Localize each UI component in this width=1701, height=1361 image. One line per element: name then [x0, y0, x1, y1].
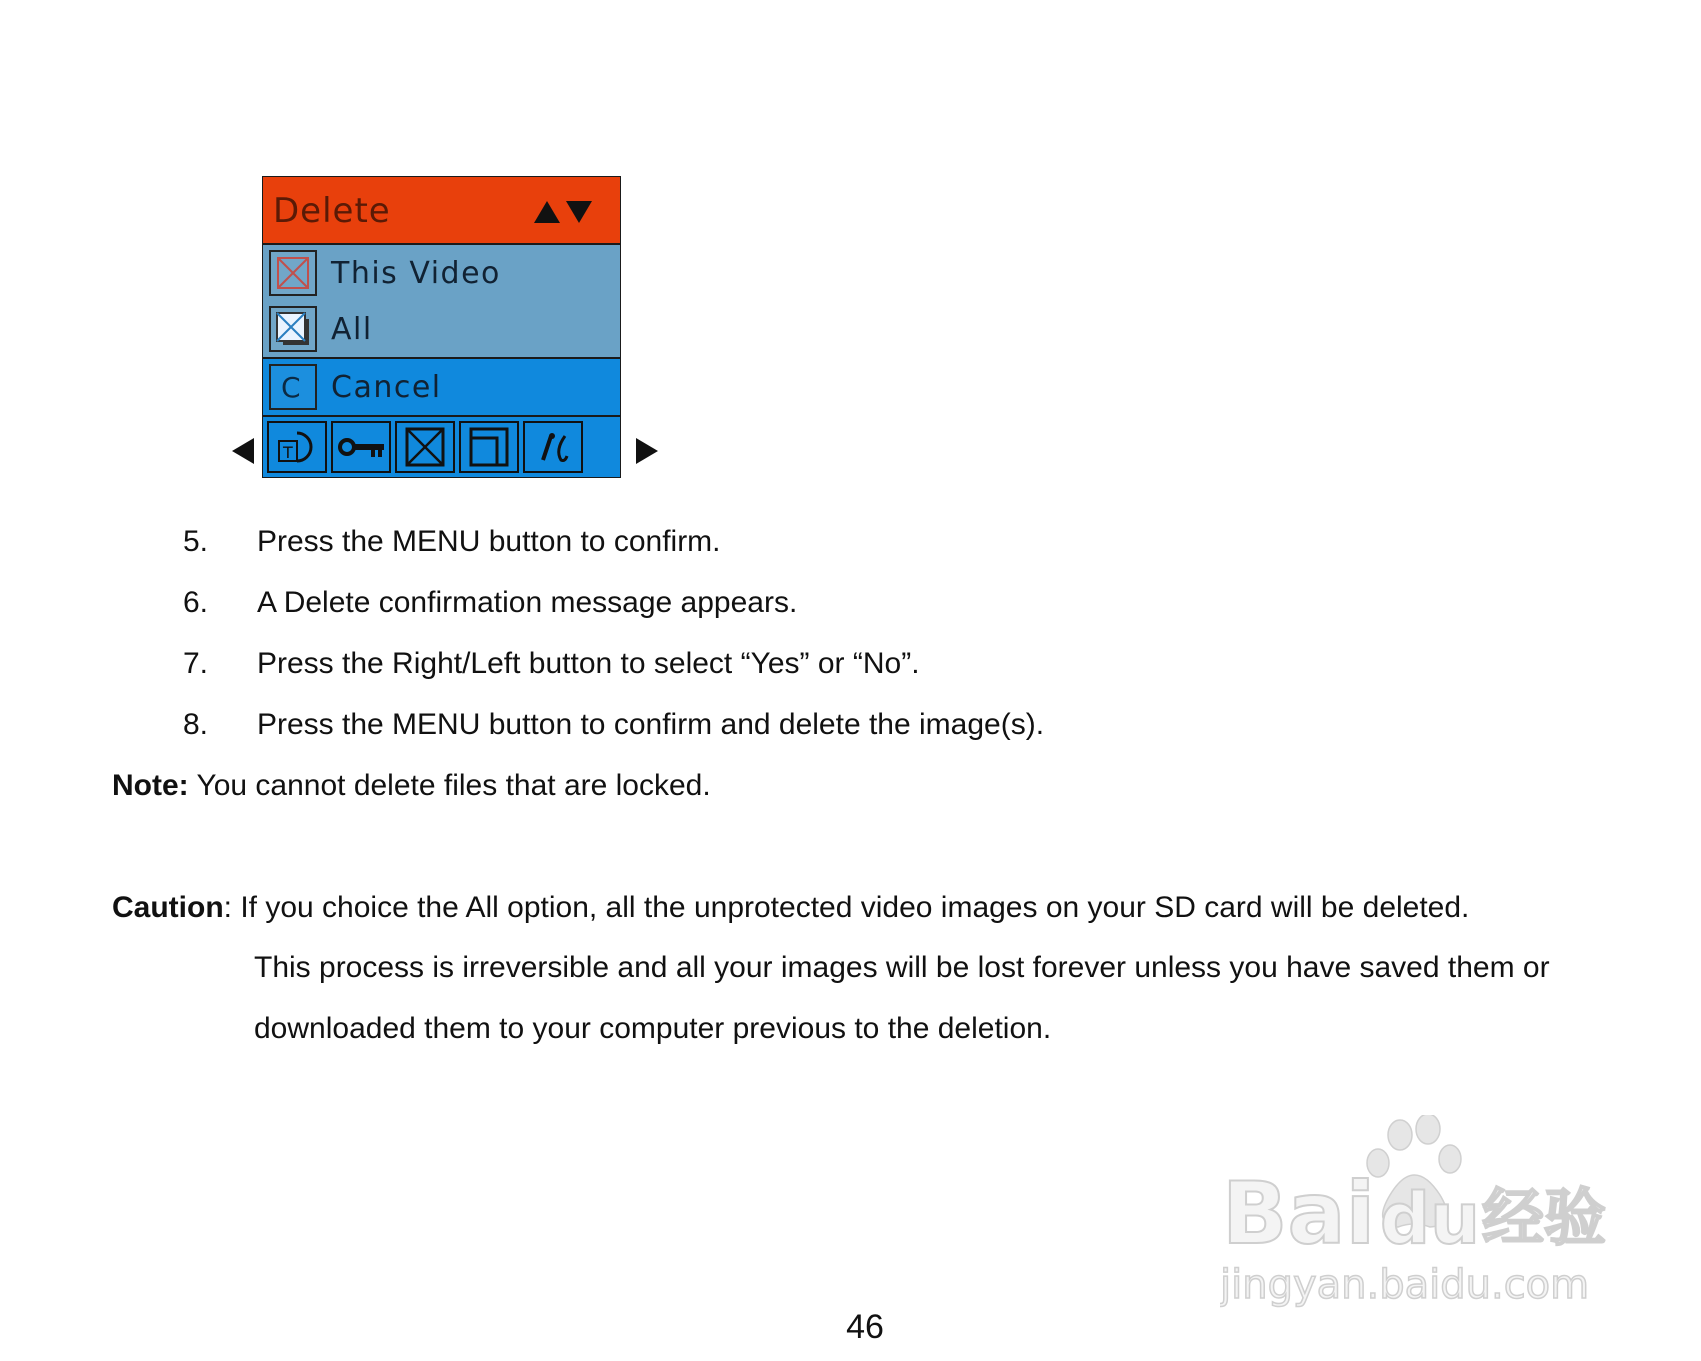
delete-icon[interactable]: [395, 421, 455, 473]
step-text: Press the MENU button to confirm and delete the image(s).: [257, 708, 1045, 741]
cancel-c-icon: [269, 364, 317, 410]
step-number: 7.: [183, 647, 209, 680]
up-down-arrows: [532, 199, 594, 225]
list-item: [0, 586, 1701, 626]
down-arrow-icon: [564, 199, 594, 225]
step-text: Press the Right/Left button to select “Yes” or “No”.: [257, 647, 920, 680]
svg-text:经验: 经验: [1482, 1181, 1607, 1254]
right-arrow-icon: [634, 436, 660, 466]
menu-item-label: All: [331, 311, 373, 347]
menu-item-this-video[interactable]: [263, 245, 620, 301]
delete-single-icon: [269, 250, 317, 296]
baidu-watermark-logo: [1220, 1115, 1620, 1315]
protect-key-icon[interactable]: [331, 421, 391, 473]
caution-label: Caution: [112, 891, 224, 924]
menu-item-all[interactable]: [263, 301, 620, 357]
list-item: [0, 708, 1701, 748]
cancel-icon-letter: C: [281, 370, 301, 404]
copy-icon[interactable]: [459, 421, 519, 473]
svg-text:T: T: [283, 443, 293, 462]
menu-header: [263, 177, 620, 245]
page-number: 46: [846, 1308, 884, 1346]
step-number: 8.: [183, 708, 209, 741]
left-arrow-icon: [230, 436, 256, 466]
caution-line-3: downloaded them to your computer previous to the deletion.: [254, 1012, 1052, 1045]
menu-item-cancel[interactable]: [263, 357, 620, 417]
note-label: Note:: [112, 769, 189, 802]
note-paragraph: [112, 769, 711, 803]
list-item: [0, 647, 1701, 687]
step-text: A Delete confirmation message appears.: [257, 586, 798, 619]
svg-text:Bai: Bai: [1222, 1164, 1376, 1264]
mode-toolbar: [263, 417, 620, 477]
step-number: 5.: [183, 525, 209, 558]
caution-line-1: : If you choice the All option, all the unprotected video images on your SD card will be deleted.: [223, 891, 1470, 924]
svg-text:jingyan.baidu.com: jingyan.baidu.com: [1220, 1262, 1590, 1308]
menu-item-label: Cancel: [331, 369, 442, 405]
delete-all-icon: [269, 306, 317, 352]
note-text: You cannot delete files that are locked.: [188, 769, 711, 802]
settings-icon[interactable]: [523, 421, 583, 473]
svg-text:du: du: [1380, 1178, 1480, 1260]
step-text: Press the MENU button to confirm.: [257, 525, 721, 558]
delete-menu: [262, 176, 621, 478]
up-arrow-icon: [532, 199, 562, 225]
menu-item-label: This Video: [331, 255, 501, 291]
list-item: [0, 525, 1701, 565]
slideshow-icon[interactable]: [267, 421, 327, 473]
menu-title: Delete: [273, 191, 391, 231]
step-number: 6.: [183, 586, 209, 619]
caution-line-2: This process is irreversible and all your images will be lost forever unless you have saved them or: [254, 951, 1550, 984]
caution-paragraph: [112, 891, 1469, 925]
